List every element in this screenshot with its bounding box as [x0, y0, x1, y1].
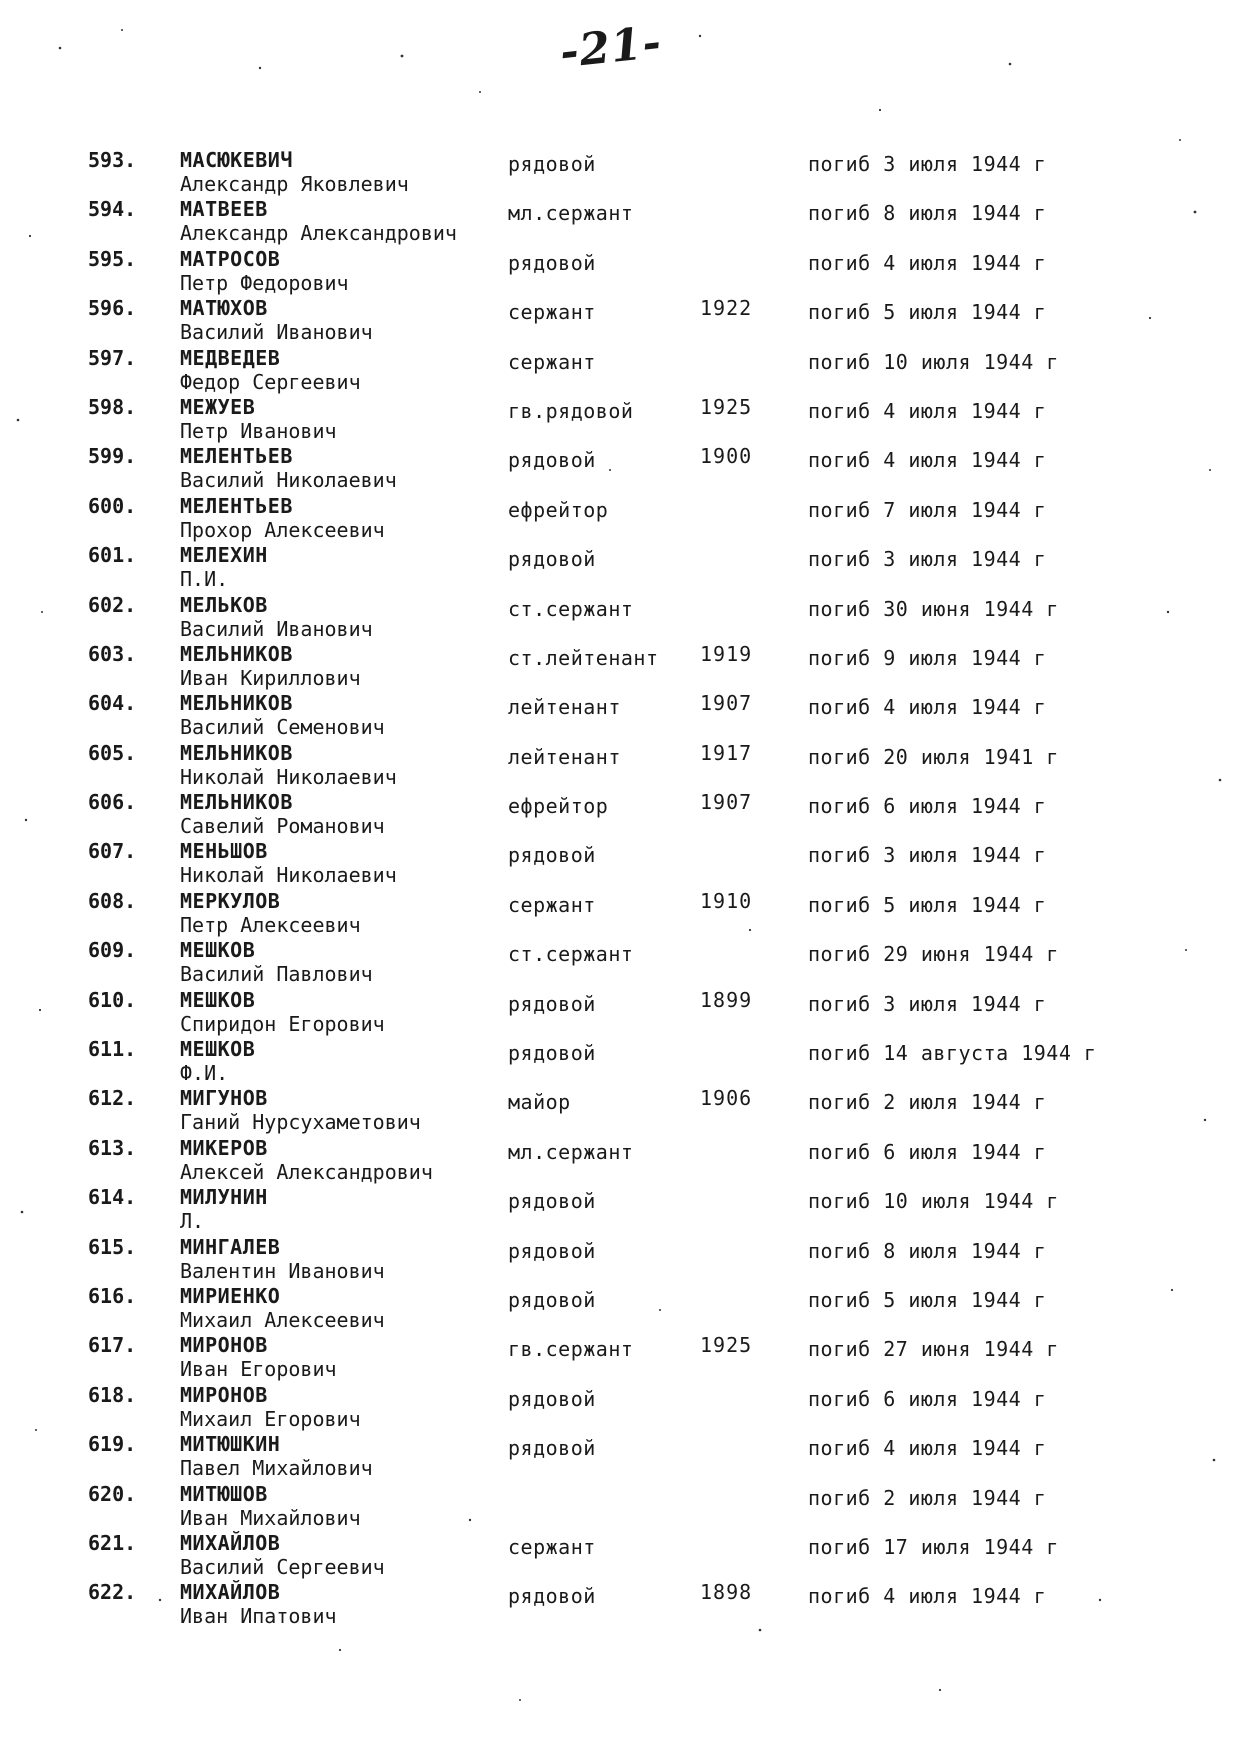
entry-number: 604.: [88, 691, 137, 716]
entry-surname: МИХАЙЛОВ: [180, 1580, 281, 1605]
entry-fate: погиб 2 июля 1944 г: [808, 1090, 1047, 1115]
entry-rank: рядовой: [508, 843, 596, 868]
entry-given-names: Иван Кириллович: [180, 665, 361, 690]
entry-birth-year: 1907: [700, 691, 753, 716]
entry-surname: МЕНЬШОВ: [180, 839, 268, 864]
entry-fate: погиб 6 июля 1944 г: [808, 794, 1047, 819]
entry-rank: гв.сержант: [508, 1337, 634, 1362]
entry-given-names: Иван Егорович: [180, 1357, 337, 1382]
entry-rank: ст.сержант: [508, 596, 634, 621]
entry-surname: МИРИЕНКО: [180, 1283, 281, 1308]
entry-given-names: Михаил Егорович: [180, 1406, 361, 1431]
list-item: [0, 543, 1240, 592]
entry-rank: рядовой: [508, 1436, 596, 1461]
entry-rank: рядовой: [508, 991, 596, 1016]
entry-number: 601.: [88, 543, 137, 568]
list-item: [0, 148, 1240, 197]
entry-birth-year: 1898: [700, 1580, 753, 1605]
entry-given-names: Ф.И.: [180, 1061, 229, 1086]
entry-birth-year: 1899: [700, 987, 753, 1012]
entry-rank: сержант: [508, 349, 596, 374]
list-item: [0, 346, 1240, 395]
entry-rank: мл.сержант: [508, 1139, 634, 1164]
entry-fate: погиб 2 июля 1944 г: [808, 1485, 1047, 1510]
entry-birth-year: 1925: [700, 394, 753, 419]
list-item: [0, 444, 1240, 493]
entry-fate: погиб 7 июля 1944 г: [808, 497, 1047, 522]
entry-fate: погиб 29 июня 1944 г: [808, 942, 1059, 967]
entry-birth-year: 1907: [700, 790, 753, 815]
list-item: [0, 1482, 1240, 1531]
entry-rank: рядовой: [508, 152, 596, 176]
entry-rank: ефрейтор: [508, 497, 609, 522]
entry-rank: рядовой: [508, 1041, 596, 1066]
entry-given-names: Василий Сергеевич: [180, 1554, 385, 1579]
entry-given-names: П.И.: [180, 567, 229, 592]
entry-given-names: Василий Павлович: [180, 962, 373, 987]
entry-number: 603.: [88, 641, 137, 666]
entry-given-names: Павел Михайлович: [180, 1456, 373, 1481]
entry-number: 598.: [88, 394, 137, 419]
entry-fate: погиб 4 июля 1944 г: [808, 695, 1047, 720]
entry-surname: МАТВЕЕВ: [180, 197, 268, 222]
entry-given-names: Валентин Иванович: [180, 1258, 385, 1283]
entry-rank: ефрейтор: [508, 794, 609, 819]
entry-given-names: Иван Ипатович: [180, 1604, 337, 1629]
entry-surname: МИТЮШОВ: [180, 1481, 268, 1506]
entry-given-names: Василий Иванович: [180, 320, 373, 345]
entry-fate: погиб 10 июля 1944 г: [808, 1189, 1059, 1214]
entry-rank: лейтенант: [508, 744, 621, 769]
entry-number: 605.: [88, 740, 137, 765]
entry-rank: рядовой: [508, 448, 596, 473]
entry-fate: погиб 20 июля 1941 г: [808, 744, 1059, 769]
entry-number: 613.: [88, 1135, 137, 1160]
entry-surname: МИХАЙЛОВ: [180, 1530, 281, 1555]
list-item: [0, 988, 1240, 1037]
entry-given-names: Ганий Нурсухаметович: [180, 1110, 421, 1135]
entry-rank: сержант: [508, 1534, 596, 1559]
entry-rank: рядовой: [508, 1386, 596, 1411]
entry-rank: лейтенант: [508, 695, 621, 720]
entry-rank: ст.лейтенант: [508, 645, 659, 670]
entry-fate: погиб 9 июля 1944 г: [808, 645, 1047, 670]
entry-fate: погиб 5 июля 1944 г: [808, 892, 1047, 917]
entry-surname: МЕЛЕХИН: [180, 543, 268, 568]
entry-number: 602.: [88, 592, 137, 617]
entry-birth-year: 1900: [700, 444, 753, 469]
entry-surname: МЕШКОВ: [180, 1037, 256, 1062]
entry-number: 599.: [88, 444, 137, 469]
entry-rank: рядовой: [508, 1287, 596, 1312]
list-item: [0, 247, 1240, 296]
entry-fate: погиб 8 июля 1944 г: [808, 201, 1047, 226]
entry-number: 595.: [88, 246, 137, 271]
entry-given-names: Федор Сергеевич: [180, 369, 361, 394]
entry-fate: погиб 4 июля 1944 г: [808, 448, 1047, 473]
entry-fate: погиб 5 июля 1944 г: [808, 300, 1047, 325]
entry-fate: погиб 14 августа 1944 г: [808, 1041, 1097, 1066]
entry-fate: погиб 3 июля 1944 г: [808, 991, 1047, 1016]
entry-fate: погиб 3 июля 1944 г: [808, 843, 1047, 868]
entry-birth-year: 1919: [700, 641, 753, 666]
entry-fate: погиб 27 июня 1944 г: [808, 1337, 1059, 1362]
entry-surname: МАТРОСОВ: [180, 246, 281, 271]
entry-surname: МЕЛЬНИКОВ: [180, 691, 293, 716]
entry-number: 610.: [88, 987, 137, 1012]
entry-fate: погиб 3 июля 1944 г: [808, 152, 1047, 176]
list-item: [0, 1037, 1240, 1086]
entry-fate: погиб 4 июля 1944 г: [808, 398, 1047, 423]
entry-number: 612.: [88, 1086, 137, 1111]
list-item: [0, 691, 1240, 740]
entry-surname: МИТЮШКИН: [180, 1432, 281, 1457]
entry-given-names: Л.: [180, 1209, 205, 1234]
list-item: [0, 889, 1240, 938]
entry-surname: МЕДВЕДЕВ: [180, 345, 281, 370]
entry-number: 619.: [88, 1432, 137, 1457]
entry-surname: МИЛУНИН: [180, 1185, 268, 1210]
list-item: [0, 1284, 1240, 1333]
list-item: [0, 839, 1240, 888]
entry-birth-year: 1917: [700, 740, 753, 765]
entry-fate: погиб 17 июля 1944 г: [808, 1534, 1059, 1559]
list-item: [0, 1531, 1240, 1580]
list-item: [0, 1235, 1240, 1284]
entry-given-names: Василий Семенович: [180, 715, 385, 740]
entry-given-names: Петр Алексеевич: [180, 912, 361, 937]
entry-surname: МИГУНОВ: [180, 1086, 268, 1111]
list-item: [0, 1333, 1240, 1382]
entry-number: 617.: [88, 1333, 137, 1358]
entry-rank: рядовой: [508, 1584, 596, 1609]
entry-given-names: Савелий Романович: [180, 814, 385, 839]
entry-birth-year: 1910: [700, 888, 753, 913]
entry-surname: МЕЛЕНТЬЕВ: [180, 444, 293, 469]
list-item: [0, 642, 1240, 691]
entry-given-names: Василий Николаевич: [180, 468, 397, 493]
entry-surname: МИРОНОВ: [180, 1382, 268, 1407]
entry-surname: МАСЮКЕВИЧ: [180, 148, 293, 172]
entry-surname: МЕЛЕНТЬЕВ: [180, 493, 293, 518]
list-item: [0, 494, 1240, 543]
entry-number: 607.: [88, 839, 137, 864]
entry-given-names: Николай Николаевич: [180, 764, 397, 789]
list-item: [0, 938, 1240, 987]
entry-number: 622.: [88, 1580, 137, 1605]
list-item: [0, 1086, 1240, 1135]
list-item: [0, 1136, 1240, 1185]
entry-surname: МЕЛЬНИКОВ: [180, 641, 293, 666]
entry-fate: погиб 4 июля 1944 г: [808, 1584, 1047, 1609]
entry-number: 600.: [88, 493, 137, 518]
entry-number: 593.: [88, 148, 137, 172]
entry-number: 611.: [88, 1037, 137, 1062]
entry-number: 615.: [88, 1234, 137, 1259]
list-item: [0, 1580, 1240, 1629]
entry-number: 620.: [88, 1481, 137, 1506]
entry-rank: гв.рядовой: [508, 398, 634, 423]
entry-fate: погиб 4 июля 1944 г: [808, 1436, 1047, 1461]
entry-number: 621.: [88, 1530, 137, 1555]
entry-number: 594.: [88, 197, 137, 222]
entry-fate: погиб 10 июля 1944 г: [808, 349, 1059, 374]
entry-given-names: Прохор Алексеевич: [180, 517, 385, 542]
entry-surname: МЕЛЬНИКОВ: [180, 790, 293, 815]
entry-given-names: Петр Иванович: [180, 418, 337, 443]
list-item: [0, 1185, 1240, 1234]
page-number: -21-: [557, 16, 665, 79]
entry-number: 597.: [88, 345, 137, 370]
entry-number: 616.: [88, 1283, 137, 1308]
entry-given-names: Спиридон Егорович: [180, 1011, 385, 1036]
entry-rank: сержант: [508, 892, 596, 917]
entry-birth-year: 1925: [700, 1333, 753, 1358]
entry-rank: рядовой: [508, 1189, 596, 1214]
entry-fate: погиб 6 июля 1944 г: [808, 1386, 1047, 1411]
entry-number: 608.: [88, 888, 137, 913]
entry-given-names: Алексей Александрович: [180, 1159, 433, 1184]
entry-surname: МИКЕРОВ: [180, 1135, 268, 1160]
entry-rank: майор: [508, 1090, 571, 1115]
entry-birth-year: 1906: [700, 1086, 753, 1111]
entry-surname: МИНГАЛЕВ: [180, 1234, 281, 1259]
entry-surname: МЕШКОВ: [180, 938, 256, 963]
entry-given-names: Александр Александрович: [180, 221, 457, 246]
entry-surname: МЕШКОВ: [180, 987, 256, 1012]
entry-number: 609.: [88, 938, 137, 963]
list-item: [0, 296, 1240, 345]
entry-fate: погиб 6 июля 1944 г: [808, 1139, 1047, 1164]
entry-rank: ст.сержант: [508, 942, 634, 967]
entry-given-names: Михаил Алексеевич: [180, 1307, 385, 1332]
entry-number: 596.: [88, 296, 137, 321]
entry-surname: МЕЛЬНИКОВ: [180, 740, 293, 765]
entry-surname: МЕРКУЛОВ: [180, 888, 281, 913]
entry-number: 606.: [88, 790, 137, 815]
entry-birth-year: 1922: [700, 296, 753, 321]
entry-given-names: Александр Яковлевич: [180, 172, 409, 196]
entry-surname: МЕЛЬКОВ: [180, 592, 268, 617]
list-item: [0, 741, 1240, 790]
entry-surname: МАТЮХОВ: [180, 296, 268, 321]
list-item: [0, 1383, 1240, 1432]
entry-fate: погиб 30 июня 1944 г: [808, 596, 1059, 621]
entry-rank: рядовой: [508, 547, 596, 572]
list-item: [0, 1432, 1240, 1481]
entry-fate: погиб 4 июля 1944 г: [808, 250, 1047, 275]
entry-fate: погиб 8 июля 1944 г: [808, 1238, 1047, 1263]
entry-rank: сержант: [508, 300, 596, 325]
list-item: [0, 790, 1240, 839]
entry-given-names: Петр Федорович: [180, 270, 349, 295]
list-item: [0, 197, 1240, 246]
entry-number: 618.: [88, 1382, 137, 1407]
entry-number: 614.: [88, 1185, 137, 1210]
entry-surname: МИРОНОВ: [180, 1333, 268, 1358]
list-item: [0, 395, 1240, 444]
entry-rank: мл.сержант: [508, 201, 634, 226]
entry-fate: погиб 3 июля 1944 г: [808, 547, 1047, 572]
entry-given-names: Василий Иванович: [180, 616, 373, 641]
entry-rank: рядовой: [508, 250, 596, 275]
list-item: [0, 593, 1240, 642]
entry-fate: погиб 5 июля 1944 г: [808, 1287, 1047, 1312]
entry-surname: МЕЖУЕВ: [180, 394, 256, 419]
entry-given-names: Иван Михайлович: [180, 1505, 361, 1530]
entry-given-names: Николай Николаевич: [180, 863, 397, 888]
casualty-list: [0, 148, 1240, 1630]
entry-rank: рядовой: [508, 1238, 596, 1263]
